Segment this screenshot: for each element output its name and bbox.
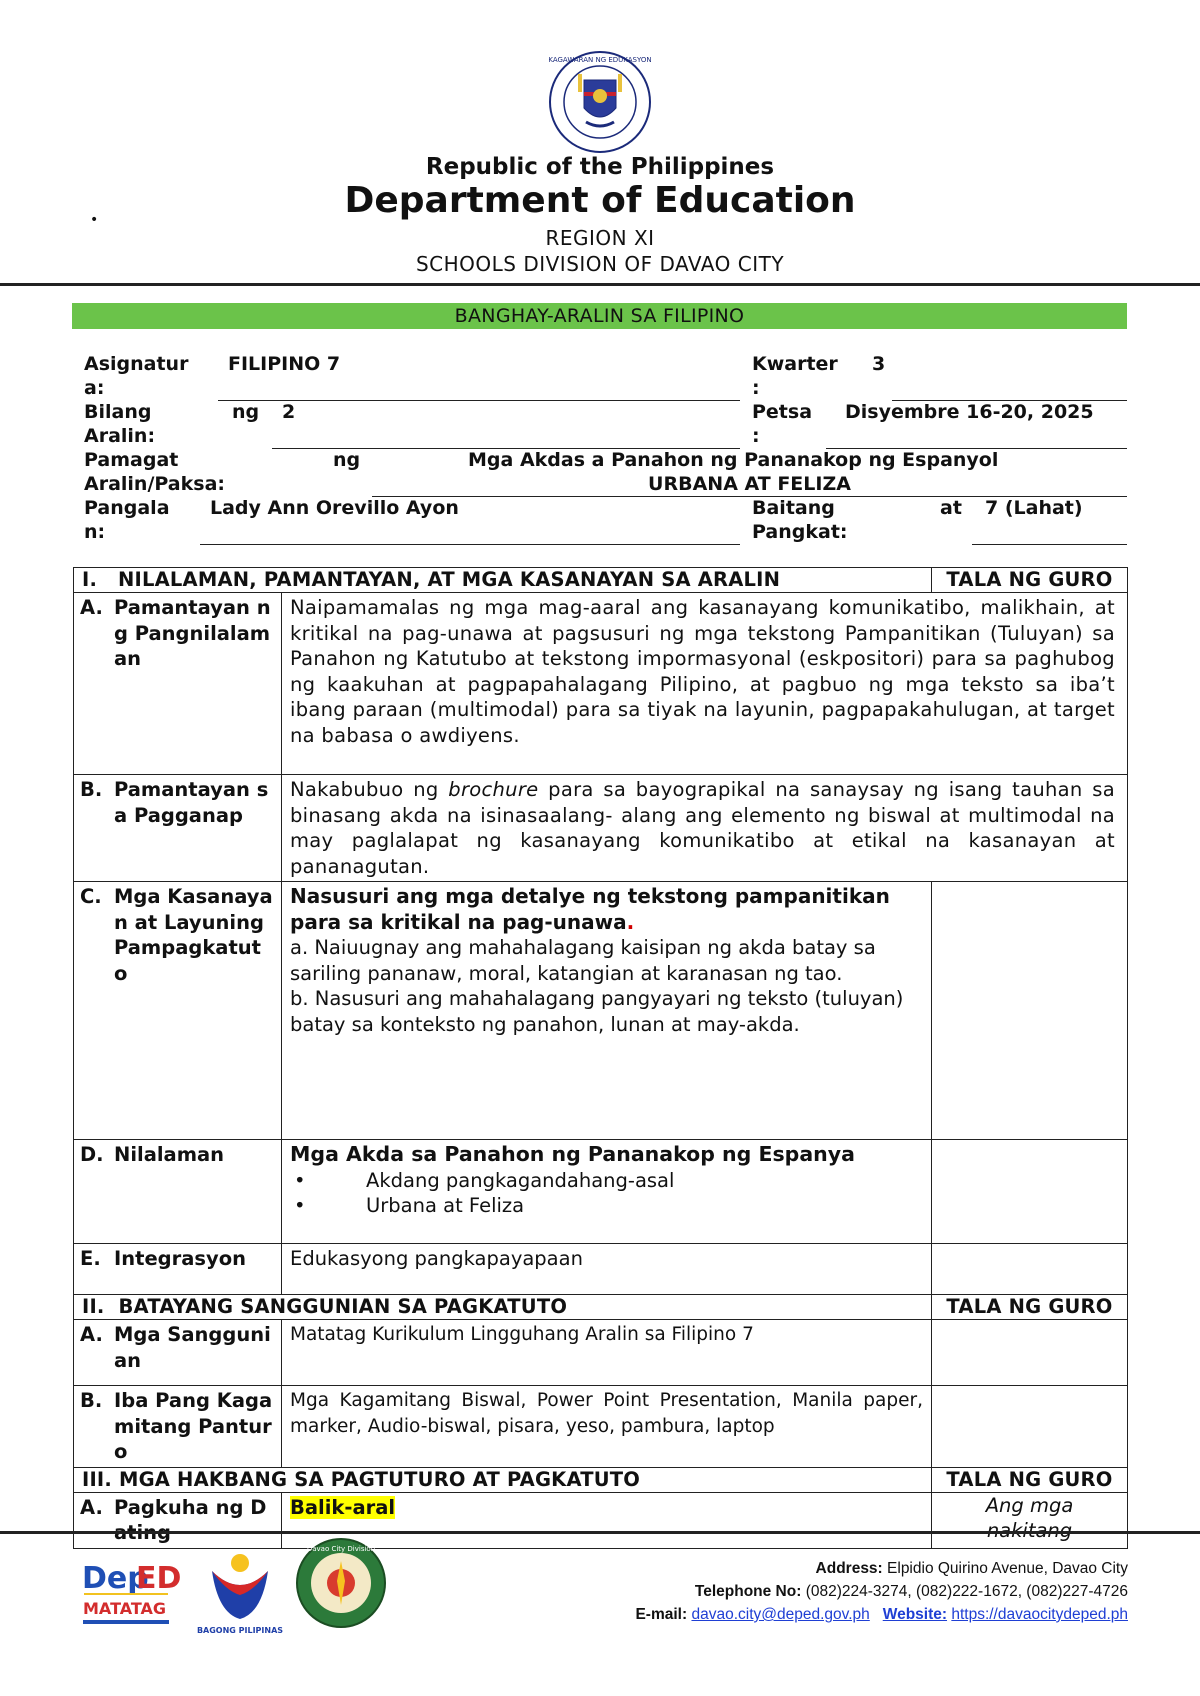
- email-link[interactable]: davao.city@deped.gov.ph: [691, 1606, 870, 1623]
- svg-text:Dep: Dep: [82, 1561, 149, 1596]
- tala-cell-c: [932, 882, 1128, 1140]
- row-sanggunian: [74, 1320, 1128, 1386]
- nilalaman-heading: Mga Akda sa Panahon ng Pananakop ng Espanya: [290, 1142, 855, 1166]
- row-label-c1: C. Mga Kasanayan at Layuning Pampagkatuto: [74, 882, 282, 1140]
- row-label-a1: A. Pamantayan ng Pangnilalaman: [74, 593, 282, 775]
- region-heading: REGION XI: [545, 226, 655, 250]
- nilalaman-bullet: • Akdang pangkagandahang-asal: [294, 1168, 675, 1192]
- tala-cell-s2a: [932, 1320, 1128, 1386]
- pangkat-label: Pangkat:: [752, 521, 848, 543]
- sanggunian-text: Matatag Kurikulum Lingguhang Aralin sa Filipino 7: [282, 1320, 932, 1386]
- asignatura-label: Asignatur: [84, 353, 189, 375]
- division-heading: SCHOOLS DIVISION OF DAVAO CITY: [415, 252, 785, 276]
- pamagat-value-2: URBANA AT FELIZA: [648, 473, 851, 495]
- tala-cell-d: [932, 1140, 1128, 1244]
- asignatura-underline: [218, 400, 740, 401]
- website-link[interactable]: https://davaocitydeped.ph: [951, 1606, 1128, 1623]
- nilalaman-bullet: • Urbana at Feliza: [294, 1194, 525, 1217]
- tala-note: Ang mga nakitang: [932, 1492, 1128, 1548]
- asignatura-label-cont: a:: [84, 377, 105, 399]
- balik-aral-highlight: Balik-aral: [290, 1495, 396, 1519]
- section-3-header: [74, 1467, 1128, 1492]
- tala-ng-guro-2: TALA NG GURO: [932, 1295, 1128, 1320]
- row-label-a3: A. Pagkuha ng Dating: [74, 1492, 282, 1548]
- pamantayan-pagganap-text: Nakabubuo ng brochure para sa bayograpikal na sanaysay ng isang tauhan sa binasang akda na isinasaalang- alang ang elemento ng biswal at multimodal na may paglalapat ng kasanayang komunikatibo at etikal na kasanayan at pananagutan.: [282, 775, 1128, 882]
- baitang-label: Baitang: [752, 497, 835, 519]
- row-pamantayan-pangnilalaman: [74, 593, 1128, 775]
- footer-telephone: Telephone No: (082)224-3274, (082)222-1672, (082)227-4726: [694, 1583, 1128, 1600]
- pamagat-value: Mga Akdas a Panahon ng Pananakop ng Espanyol: [468, 449, 999, 471]
- section-3-heading: III. MGA HAKBANG SA PAGTUTURO AT PAGKATUTO: [74, 1467, 932, 1492]
- republic-heading: Republic of the Philippines: [425, 154, 775, 180]
- row-integrasyon: [74, 1244, 1128, 1295]
- pamagat-ng: ng: [333, 449, 361, 471]
- row-kasanayan: [74, 882, 1128, 1140]
- department-heading: Department of Education: [344, 180, 856, 221]
- svg-text:MATATAG: MATATAG: [83, 1599, 167, 1618]
- row-kagamitan: [74, 1386, 1128, 1468]
- header-divider: [0, 283, 1200, 286]
- kasanayan-text: Nasusuri ang mga detalye ng tekstong pampanitikan para sa kritikal na pag-unawa. a. Naiuugnay ang mahahalagang kaisipan ng akda batay sa sariling pananaw, moral, katangian at karanasan ng tao. b. Nasusuri ang mahahalagang pangyayari ng teksto (tuluyan) batay sa konteksto ng panahon, lunan at may-akda.: [282, 882, 932, 1140]
- davao-city-division-logo: [295, 1537, 387, 1629]
- kwarter-value: 3: [872, 353, 886, 375]
- section-2-header: [74, 1295, 1128, 1320]
- integrasyon-text: Edukasyong pangkapayapaan: [282, 1244, 932, 1295]
- nilalaman-text: [282, 1140, 932, 1244]
- stray-bullet: •: [90, 212, 99, 228]
- row-label-b1: B. Pamantayan sa Pagganap: [74, 775, 282, 882]
- kasanayan-item-b: b. Nasusuri ang mahahalagang pangyayari ng teksto (tuluyan) batay sa konteksto ng panahon, lunan at may-akda.: [290, 987, 904, 1036]
- tala-cell-s2b: [932, 1386, 1128, 1468]
- row-label-a2: A. Mga Sanggunian: [74, 1320, 282, 1386]
- bilang-label-cont: Aralin:: [84, 425, 156, 447]
- pangalan-label: Pangala: [84, 497, 170, 519]
- tala-ng-guro-1: TALA NG GURO: [932, 568, 1128, 593]
- footer-contact: E-mail: davao.city@deped.gov.ph Website: https://davaocitydeped.ph: [635, 1606, 1128, 1623]
- kasanayan-item-a: a. Naiuugnay ang mahahalagang kaisipan ng akda batay sa sariling pananaw, moral, katangian at karanasan ng tao.: [290, 936, 876, 985]
- petsa-colon: :: [752, 425, 760, 447]
- row-label-e1: E. Integrasyon: [74, 1244, 282, 1295]
- row-pagkuha-ng-dating: [74, 1492, 1128, 1548]
- pangalan-underline: [200, 544, 740, 545]
- section-2-heading: II. BATAYANG SANGGUNIAN SA PAGKATUTO: [74, 1295, 932, 1320]
- row-pamantayan-pagganap: [74, 775, 1128, 882]
- svg-text:BAGONG PILIPINAS: BAGONG PILIPINAS: [196, 1626, 284, 1635]
- kagamitan-text: Mga Kagamitang Biswal, Power Point Presentation, Manila paper, marker, Audio-biswal, pisara, yeso, pambura, laptop: [282, 1386, 932, 1468]
- tala-cell-e: [932, 1244, 1128, 1295]
- kwarter-colon: :: [752, 377, 760, 399]
- svg-text:Davao City Division: Davao City Division: [306, 1545, 376, 1553]
- baitang-at: at: [940, 497, 962, 519]
- pamantayan-pangnilalaman-text: Naipamamalas ng mga mag-aaral ang kasanayang komunikatibo, malikhain, at kritikal na pag-unawa at pagsusuri ng mga tekstong Pampanitikan (Tuluyan) sa Panahon ng Katutubo at tekstong impormasyonal (eskpositori) para sa paghubog ng kaakuhan at pagpapahalagang Pilipino, at pagbuo ng mga teksto sa iba’t ibang paraan (multimodal) para sa tiyak na layunin, pagpapakahulugan, at target na babasa o awdiyens.: [282, 593, 1128, 775]
- bagong-pilipinas-logo: [192, 1541, 288, 1637]
- bilang-label: Bilang: [84, 401, 152, 423]
- bilang-value: 2: [282, 401, 296, 423]
- pangalan-label-cont: n:: [84, 521, 106, 543]
- footer-divider: [0, 1531, 1200, 1534]
- pamagat-label-cont: Aralin/Paksa:: [84, 473, 225, 495]
- tala-ng-guro-3: TALA NG GURO: [932, 1467, 1128, 1492]
- svg-text:ED: ED: [136, 1561, 182, 1596]
- asignatura-value: FILIPINO 7: [228, 353, 341, 375]
- deped-seal-logo: [548, 50, 652, 154]
- svg-text:KAGAWARAN NG EDUKASYON: KAGAWARAN NG EDUKASYON: [548, 56, 652, 64]
- lesson-plan-table: [73, 567, 1128, 1549]
- kwarter-label: Kwarter: [752, 353, 838, 375]
- pangalan-value: Lady Ann Orevillo Ayon: [210, 497, 459, 519]
- petsa-value: Disyembre 16-20, 2025: [845, 401, 1094, 423]
- bilang-ng: ng: [232, 401, 260, 423]
- pamagat-label: Pamagat: [84, 449, 179, 471]
- row-label-d1: D. Nilalaman: [74, 1140, 282, 1244]
- row-nilalaman: [74, 1140, 1128, 1244]
- baitang-underline: [972, 544, 1127, 545]
- row-label-b2: B. Iba Pang Kagamitang Panturo: [74, 1386, 282, 1468]
- section-1-header: [74, 568, 1128, 593]
- baitang-value: 7 (Lahat): [985, 497, 1083, 519]
- footer-address: Address: Elpidio Quirino Avenue, Davao City: [815, 1560, 1128, 1577]
- petsa-label: Petsa: [752, 401, 813, 423]
- lesson-plan-title: BANGHAY-ARALIN SA FILIPINO: [72, 303, 1127, 329]
- section-1-heading: I. NILALAMAN, PAMANTAYAN, AT MGA KASANAYAN SA ARALIN: [74, 568, 932, 593]
- deped-matatag-logo: [80, 1550, 182, 1630]
